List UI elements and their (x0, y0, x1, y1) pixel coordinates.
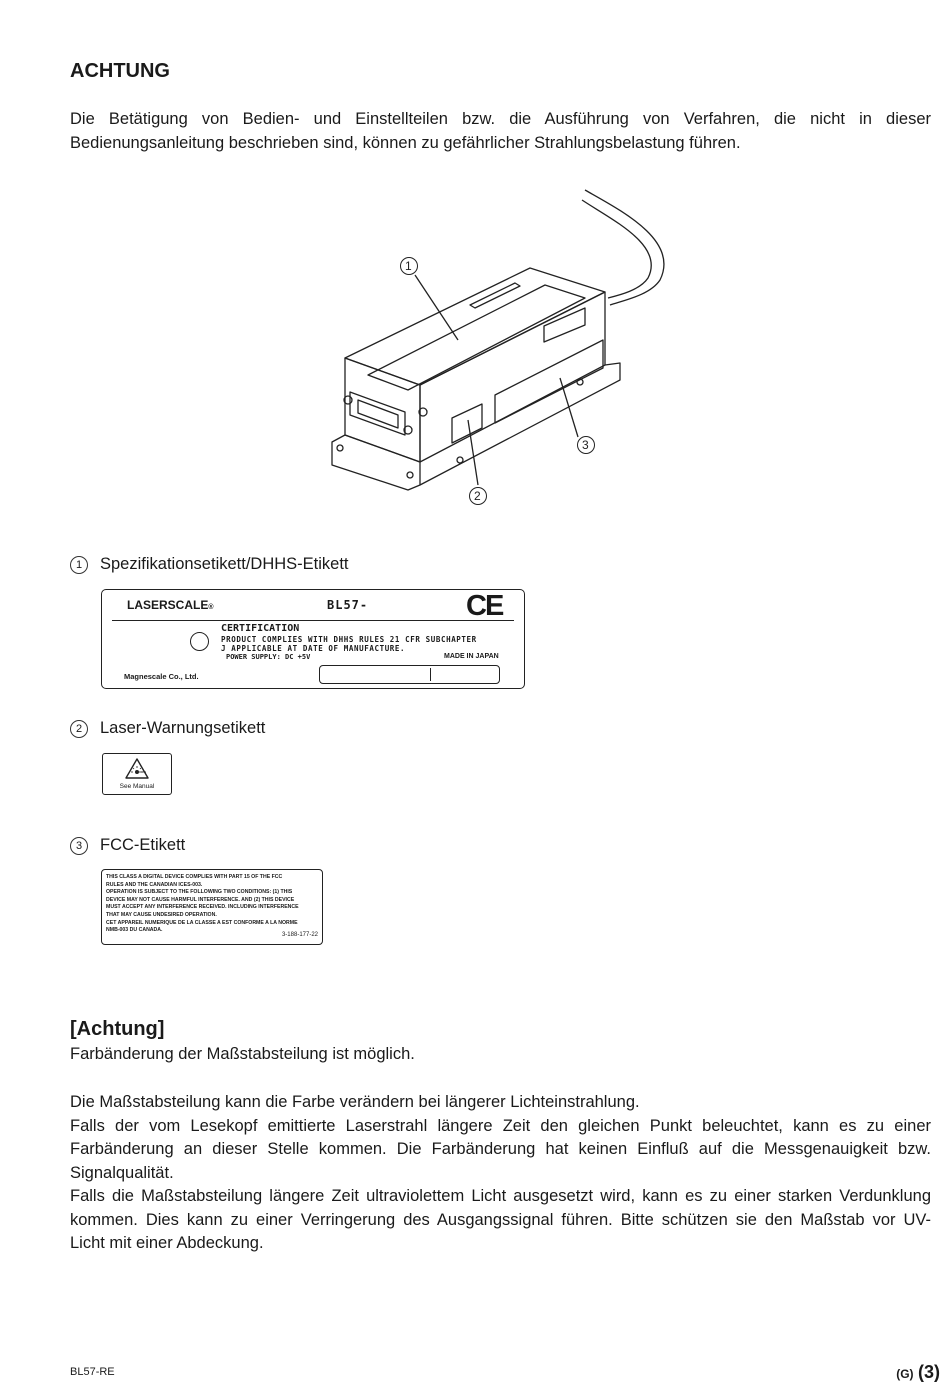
item-number: 3 (70, 837, 88, 855)
made-in: MADE IN JAPAN (444, 653, 499, 660)
base-flange (332, 435, 420, 490)
cert-title: CERTIFICATION (221, 623, 300, 634)
body-line: Licht mit einer Abdeckung. (70, 1234, 264, 1252)
item-spec-label (70, 555, 349, 574)
item-label: Laser-Warnungsetikett (100, 719, 266, 737)
see-manual-text: See Manual (119, 783, 155, 790)
divider (112, 620, 514, 621)
laser-warning-icon (124, 757, 150, 781)
model-number: BL57- (327, 598, 369, 612)
item-number: 2 (70, 720, 88, 738)
body-line: Die Maßstabsteilung kann die Farbe verändern bei längerer Lichteinstrahlung. (70, 1093, 640, 1111)
callout-2: 2 (474, 489, 481, 503)
page-number: (3) (918, 1362, 940, 1382)
company-name: Magnescale Co., Ltd. (124, 672, 199, 681)
intro-paragraph (70, 108, 931, 155)
device-illustration (320, 180, 680, 510)
ce-mark: CE (466, 590, 503, 622)
body-line: kommen. Dies kann zu einer Verringerung des Ausgangssignal führen. Bitte schützen sie den Maßstab vor UV- (70, 1210, 931, 1229)
page-heading: ACHTUNG (70, 60, 170, 82)
callout-3: 3 (582, 438, 589, 452)
field-separator (430, 668, 431, 681)
laser-warning-label (102, 753, 172, 795)
fcc-label (101, 869, 323, 945)
body-line: Falls der vom Lesekopf emittierte Laserstrahl längere Zeit den gleichen Punkt beleuchtet, kann es zu einer (70, 1116, 931, 1135)
item-number: 1 (70, 556, 88, 574)
callout-1: 1 (405, 259, 412, 273)
item-warning-label (70, 719, 265, 738)
section-body (70, 1091, 931, 1256)
circle-mark (190, 632, 209, 651)
footer-page (896, 1362, 940, 1383)
body-line: Falls die Maßstabsteilung längere Zeit ultraviolettem Licht ausgesetzt wird, kann es zu einer starken Verdunklung (70, 1187, 931, 1205)
fcc-label-area (495, 340, 603, 423)
fcc-text: THIS CLASS A DIGITAL DEVICE COMPLIES WITH PART 15 OF THE FCC RULES AND THE CANADIAN ICES-003. OPERATION IS SUBJECT TO THE FOLLOWING TWO CONDITIONS: (1) THIS DEVICE MAY NOT CAUSE HARMFUL INTERFERENCE. AND (2) THIS DEVICE MUST ACCEPT ANY INTERFERENCE RECEIVED. INCLUDING INTERFERENCE THAT MAY CAUSE UNDESIRED OPERATION. CET APPAREIL NUMERIQUE DE LA CLASSE A EST CONFORME A LA NORME NMB-003 DU CANADA. (106, 874, 299, 934)
brand-name: LASERSCALE® (127, 598, 214, 612)
spec-label (101, 589, 525, 689)
cert-line-2: J APPLICABLE AT DATE OF MANUFACTURE. (221, 644, 406, 653)
fcc-code: 3-188-177-22 (281, 932, 318, 938)
housing-end (345, 358, 420, 462)
item-label: FCC-Etikett (100, 836, 186, 854)
body-line: Signalqualität. (70, 1163, 174, 1182)
cable (585, 190, 664, 305)
lead-text: Farbänderung der Maßstabsteilung ist möglich. (70, 1045, 415, 1063)
item-fcc-label (70, 836, 185, 855)
section-lead (70, 1043, 931, 1067)
serial-field (319, 665, 500, 684)
body-line: Farbänderung an dieser Stelle kommen. Die Farbänderung hat keinen Einfluß auf die Messgenauigkeit bzw. (70, 1140, 931, 1158)
intro-line-2: Bedienungsanleitung beschrieben sind, können zu gefährlicher Strahlungsbelastung führen. (70, 133, 741, 152)
spec-label-area (368, 285, 585, 390)
cert-line-1: PRODUCT COMPLIES WITH DHHS RULES 21 CFR SUBCHAPTER (221, 635, 477, 644)
power-supply: POWER SUPPLY: DC +5V (226, 653, 311, 661)
section-heading: [Achtung] (70, 1018, 165, 1040)
item-label: Spezifikationsetikett/DHHS-Etikett (100, 555, 349, 573)
intro-line-1: Die Betätigung von Bedien- und Einstellteilen bzw. die Ausführung von Verfahren, die nicht in dieser (70, 110, 931, 128)
footer-doc-code: BL57-RE (70, 1366, 115, 1378)
footer-lang: (G) (896, 1367, 914, 1381)
